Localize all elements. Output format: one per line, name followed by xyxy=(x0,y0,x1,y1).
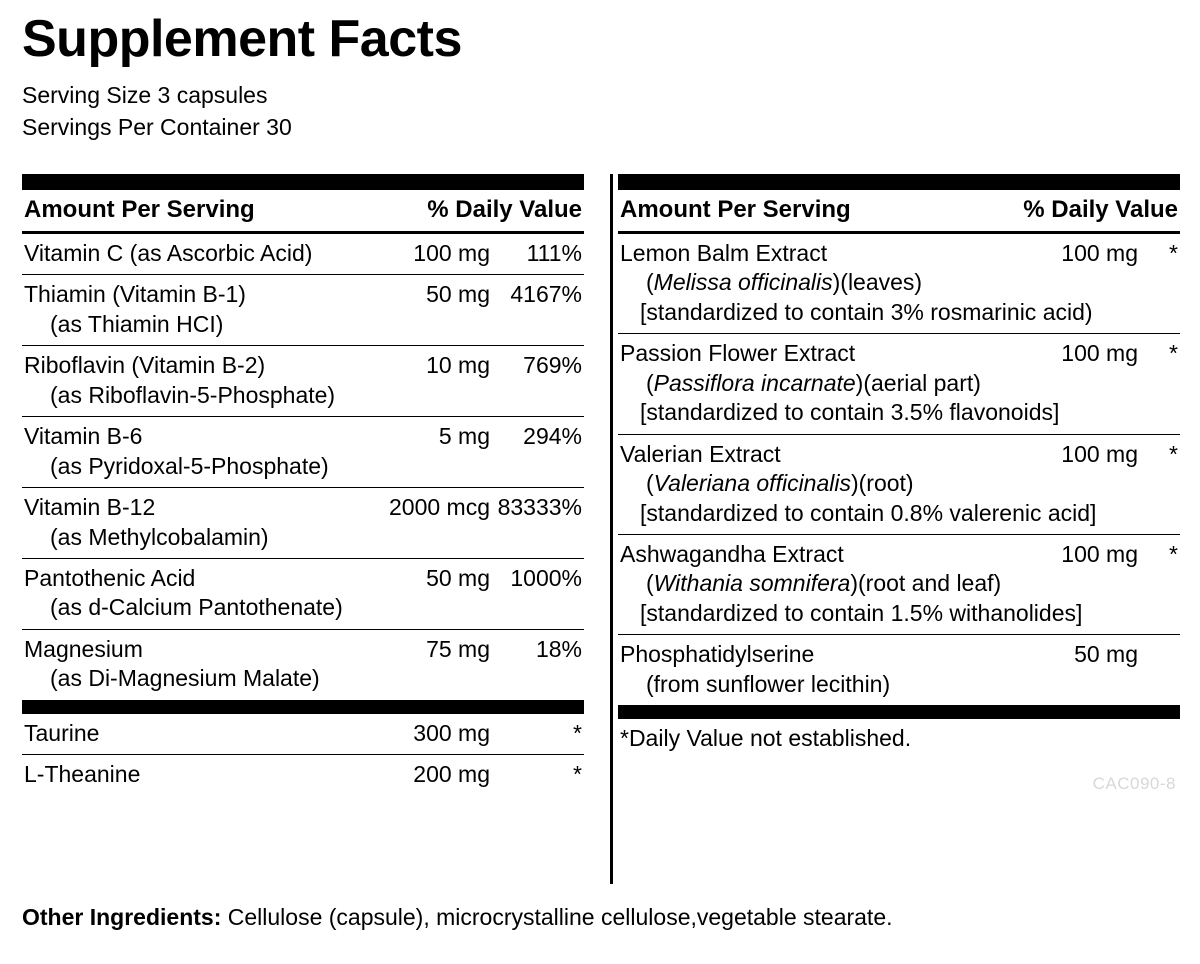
supplement-facts-panel xyxy=(14,6,1186,958)
table-row xyxy=(618,435,1180,535)
table-row xyxy=(22,234,584,275)
nutrient-dv: 83333% xyxy=(497,494,582,521)
nutrient-name: Thiamin (Vitamin B-1) xyxy=(24,281,246,308)
nutrient-amount: 50 mg xyxy=(1074,641,1138,668)
latin-suffix: )(leaves) xyxy=(832,269,923,296)
right-top-bar xyxy=(618,174,1180,190)
left-other-rows xyxy=(22,714,584,796)
table-row xyxy=(618,334,1180,434)
left-column xyxy=(22,174,584,796)
nutrient-name: Taurine xyxy=(24,719,100,746)
nutrient-standardization: [standardized to contain 1.5% withanolides] xyxy=(640,599,1083,626)
nutrient-name: Ashwagandha Extract xyxy=(620,540,844,567)
serving-size: Serving Size 3 capsules xyxy=(22,81,268,108)
product-code: CAC090-8 xyxy=(1092,773,1176,793)
latin-binomial: Melissa officinalis xyxy=(653,269,833,296)
nutrient-name: Riboflavin (Vitamin B-2) xyxy=(24,352,266,379)
nutrient-amount: 5 mg xyxy=(438,423,490,450)
nutrient-name: Lemon Balm Extract xyxy=(620,240,828,266)
nutrient-dv: * xyxy=(1169,540,1178,567)
right-nutrient-rows xyxy=(618,234,1180,705)
paren-open: ( xyxy=(646,570,654,597)
servings-per-container: Servings Per Container 30 xyxy=(22,114,292,141)
left-daily-value-header: % Daily Value xyxy=(427,196,582,223)
nutrient-latin-name xyxy=(620,469,1178,498)
nutrient-amount: 200 mg xyxy=(413,761,490,788)
other-ingredients xyxy=(22,904,893,931)
nutrient-subtext: (as Pyridoxal-5-Phosphate) xyxy=(50,452,329,479)
serving-info xyxy=(22,79,1186,144)
nutrient-dv: * xyxy=(573,719,582,746)
nutrient-standardization: [standardized to contain 0.8% valerenic acid] xyxy=(640,499,1097,526)
left-nutrient-rows xyxy=(22,234,584,700)
nutrient-name: Vitamin C (as Ascorbic Acid) xyxy=(24,240,313,266)
latin-binomial: Withania somnifera xyxy=(653,570,851,597)
nutrient-standardization: (from sunflower lecithin) xyxy=(646,670,891,697)
nutrient-name: Vitamin B-6 xyxy=(24,423,143,450)
nutrient-amount: 50 mg xyxy=(426,564,490,591)
nutrient-amount: 100 mg xyxy=(1061,240,1138,266)
nutrient-dv: * xyxy=(1169,440,1178,467)
table-row xyxy=(618,535,1180,635)
right-column-header xyxy=(618,190,1180,234)
nutrient-amount: 75 mg xyxy=(426,635,490,662)
nutrient-amount: 100 mg xyxy=(1061,340,1138,367)
nutrient-amount: 10 mg xyxy=(426,352,490,379)
nutrient-standardization: [standardized to contain 3.5% flavonoids] xyxy=(640,399,1060,426)
table-row xyxy=(22,417,584,488)
left-mid-bar xyxy=(22,700,584,714)
nutrient-dv: 111% xyxy=(526,240,582,266)
latin-suffix: )(aerial part) xyxy=(855,369,981,396)
nutrient-dv: 18% xyxy=(535,635,582,662)
nutrient-name: Vitamin B-12 xyxy=(24,494,156,521)
nutrient-name: Magnesium xyxy=(24,635,143,662)
table-row xyxy=(22,755,584,795)
paren-open: ( xyxy=(646,269,654,296)
right-bottom-bar xyxy=(618,705,1180,719)
nutrient-amount: 2000 mcg xyxy=(388,494,490,521)
nutrient-name: Phosphatidylserine xyxy=(620,641,815,668)
nutrient-amount: 300 mg xyxy=(413,719,490,746)
nutrient-name: Pantothenic Acid xyxy=(24,564,196,591)
nutrient-amount: 100 mg xyxy=(1061,540,1138,567)
nutrient-name: L-Theanine xyxy=(24,761,141,788)
left-column-header xyxy=(22,190,584,234)
nutrient-subtext: (as d-Calcium Pantothenate) xyxy=(50,594,343,621)
facts-columns xyxy=(22,174,1186,796)
nutrient-dv: * xyxy=(1169,240,1178,266)
left-top-bar xyxy=(22,174,584,190)
nutrient-name: Valerian Extract xyxy=(620,440,781,467)
nutrient-amount: 100 mg xyxy=(1061,440,1138,467)
nutrient-subtext: (as Thiamin HCI) xyxy=(50,310,224,337)
nutrient-amount: 50 mg xyxy=(426,281,490,308)
nutrient-subtext: (as Di-Magnesium Malate) xyxy=(50,665,320,692)
right-daily-value-header: % Daily Value xyxy=(1023,196,1178,223)
nutrient-dv: 4167% xyxy=(510,281,582,308)
nutrient-subtext: (as Riboflavin-5-Phosphate) xyxy=(50,381,336,408)
nutrient-subtext: (as Methylcobalamin) xyxy=(50,523,269,550)
table-row xyxy=(22,346,584,417)
paren-open: ( xyxy=(646,369,654,396)
table-row xyxy=(618,635,1180,705)
nutrient-name: Passion Flower Extract xyxy=(620,340,856,367)
nutrient-dv: 1000% xyxy=(510,564,582,591)
other-ingredients-label: Other Ingredients: xyxy=(22,904,222,930)
nutrient-amount: 100 mg xyxy=(413,240,490,266)
right-amount-per-serving-header: Amount Per Serving xyxy=(620,196,851,223)
latin-suffix: )(root) xyxy=(850,470,914,497)
nutrient-dv: 769% xyxy=(523,352,582,379)
nutrient-dv: * xyxy=(1169,340,1178,367)
daily-value-footnote: *Daily Value not established. xyxy=(620,725,912,752)
table-row xyxy=(22,714,584,755)
paren-open: ( xyxy=(646,470,654,497)
latin-binomial: Passiflora incarnate xyxy=(653,369,856,396)
right-column xyxy=(618,174,1180,796)
nutrient-standardization: [standardized to contain 3% rosmarinic acid) xyxy=(640,298,1093,325)
latin-suffix: )(root and leaf) xyxy=(850,570,1002,597)
nutrient-latin-name xyxy=(620,268,1178,297)
nutrient-dv: 294% xyxy=(523,423,582,450)
latin-binomial: Valeriana officinalis xyxy=(653,470,851,497)
table-row xyxy=(22,488,584,559)
nutrient-latin-name xyxy=(620,369,1178,398)
left-amount-per-serving-header: Amount Per Serving xyxy=(24,196,255,223)
other-ingredients-value: Cellulose (capsule), microcrystalline cellulose,vegetable stearate. xyxy=(227,904,893,930)
table-row xyxy=(22,275,584,346)
nutrient-latin-name xyxy=(620,569,1178,598)
table-row xyxy=(22,630,584,700)
table-row xyxy=(618,234,1180,334)
nutrient-dv: * xyxy=(573,761,582,788)
page-title: Supplement Facts xyxy=(22,10,462,68)
table-row xyxy=(22,559,584,630)
